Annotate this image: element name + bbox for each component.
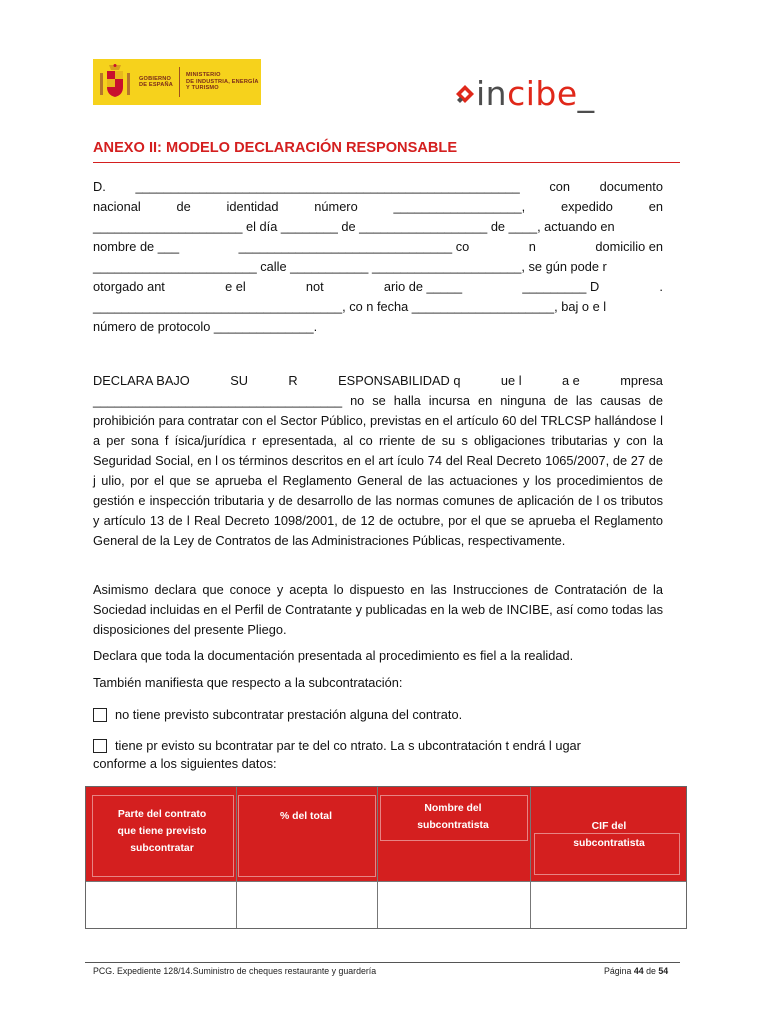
- option-label: no tiene previsto subcontratar prestación alguna del contrato.: [115, 707, 463, 722]
- option-label: tiene pr evisto su bcontratar par te del co ntrato. La s ubcontratación t endrá l ugar: [115, 738, 581, 753]
- ministry-text-line: DE INDUSTRIA, ENERGÍA: [186, 78, 259, 85]
- government-logo: [93, 59, 261, 105]
- coat-of-arms-icon: [97, 63, 133, 101]
- footer-expediente: PCG. Expediente 128/14.Suministro de cheques restaurante y guardería: [93, 966, 377, 976]
- column-header-name: Nombre del subcontratista: [417, 803, 489, 831]
- footer-page-number: Página 44 de 54: [604, 966, 669, 976]
- form-block: [93, 177, 663, 337]
- form-row: _____________________ el día ________ de __________________ de ____, actuando en: [93, 219, 615, 234]
- declaration-block: [93, 371, 663, 551]
- page-title: ANEXO II: MODELO DECLARACIÓN RESPONSABLE: [93, 140, 458, 156]
- form-row: nacional de identidad número __________________, expedido en: [93, 199, 663, 214]
- declaration-first-line: DECLARA BAJO SU R ESPONSABILIDAD q ue l a e mpresa: [93, 373, 663, 388]
- option-subcontract[interactable]: [93, 737, 663, 755]
- form-row: ___________________________________, co n fecha ____________________, baj o e l: [93, 299, 607, 314]
- diamond-icon: [454, 83, 476, 105]
- form-row: D. ______________________________________________________ con documento: [93, 179, 663, 194]
- incibe-wordmark: incibe_: [476, 74, 595, 113]
- table-header-row: [86, 787, 686, 881]
- gov-text-line: GOBIERNO: [139, 75, 172, 82]
- declaration-text: ___________________________________ no se halla incursa en ninguna de las causas de prohibición para contratar con el Sector Público, previstas en el artículo 60 del TRLCSP hallándose l a per sona f ísica/jurídica r epresentada, al co rriente de su s obligaciones tributarias y con la Seguridad Social, en l os términos descritos en el art ículo 74 del Real Decreto 1065/2007, de 27 de j ulio, por el que se aprueba el Reglamento General de las actuaciones y los procedimientos de gestión e inspección tributaria y de desarrollo de las normas comunes de aplicación de l os tributos y artículo 13 de l Real Decreto 1098/2001, de 12 de octubre, por el que se aprueba el Reglamento General de la Ley de Contratos de las Administraciones Públicas, respectivamente.: [93, 393, 663, 548]
- gov-text-line: DE ESPAÑA: [139, 82, 174, 88]
- column-header-part: Parte del contrato que tiene previsto subcontratar: [117, 809, 207, 854]
- form-row: nombre de ___ ______________________________ co n domicilio en: [93, 239, 663, 254]
- footer-rule: [85, 962, 680, 963]
- ministry-text-line: Y TURISMO: [186, 85, 219, 92]
- subcontracting-intro: También manifiesta que respecto a la subcontratación:: [93, 675, 403, 690]
- table-cell-part[interactable]: [86, 882, 236, 928]
- ministry-text-line: MINISTERIO: [186, 72, 221, 79]
- option-no-subcontract[interactable]: [93, 706, 462, 724]
- checkbox[interactable]: [93, 708, 107, 722]
- asimismo-paragraph: Asimismo declara que conoce y acepta lo dispuesto en las Instrucciones de Contratación de la Sociedad incluidas en el Perfil de Contratante y publicadas en la web de INCIBE, así como todas las disposiciones del presente Pliego.: [93, 582, 663, 637]
- table-cell-cif[interactable]: [531, 882, 686, 928]
- form-row: otorgado ant e el not ario de _____ _________ D .: [93, 279, 663, 294]
- table-cell-percent[interactable]: [237, 882, 377, 928]
- column-header-percent: % del total: [280, 811, 332, 822]
- column-header-cif: CIF del subcontratista: [573, 821, 645, 849]
- documentation-paragraph: Declara que toda la documentación presentada al procedimiento es fiel a la realidad.: [93, 648, 574, 663]
- logo-divider: [179, 67, 180, 97]
- option-label-continuation: conforme a los siguientes datos:: [93, 756, 277, 771]
- incibe-logo: [454, 74, 595, 113]
- table-cell-name[interactable]: [378, 882, 530, 928]
- title-underline: [93, 162, 680, 163]
- subcontract-table: [85, 786, 687, 929]
- form-row: _______________________ calle ___________ _____________________, se gún pode r: [93, 259, 607, 274]
- checkbox[interactable]: [93, 739, 107, 753]
- form-row: número de protocolo ______________.: [93, 319, 318, 334]
